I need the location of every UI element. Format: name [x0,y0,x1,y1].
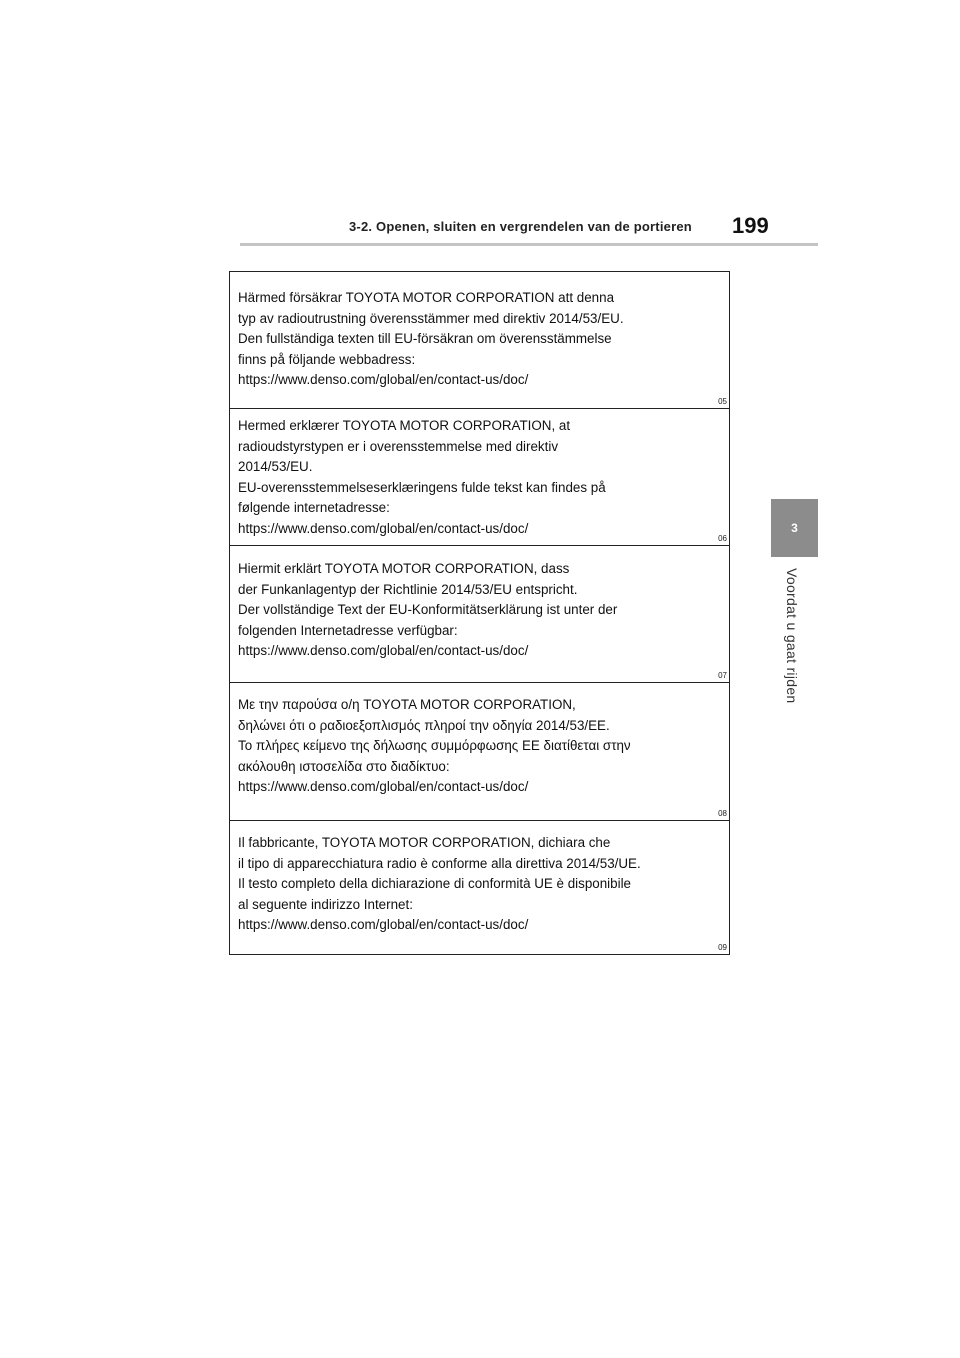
text-line: Il fabbricante, TOYOTA MOTOR CORPORATION, dichiara che [238,835,611,850]
box-code: 09 [718,943,727,952]
declaration-text [238,559,719,662]
declaration-text [238,695,719,798]
text-line: Den fullständiga texten till EU-försäkran om överensstämmelse [238,331,612,346]
text-line: Il testo completo della dichiarazione di conformità UE è disponibile [238,876,632,891]
text-line: typ av radioutrustning överensstämmer med direktiv 2014/53/EU. [238,310,624,326]
text-line: al seguente indirizzo Internet: [238,896,413,912]
box-code: 05 [718,397,727,406]
box-code: 06 [718,534,727,543]
box-code: 08 [718,809,727,818]
declaration-text [238,288,719,391]
text-line: EU-overensstemmelseserklæringens fulde tekst kan findes på [238,479,606,495]
declaration-box-greek [230,682,729,820]
page-number: 199 [732,213,769,238]
text-line: δηλώνει ότι ο ραδιοεξοπλισμός πληροί την οδηγία 2014/53/ΕΕ. [238,717,610,733]
declaration-box-italian [230,820,729,954]
box-code: 07 [718,671,727,680]
text-line: 2014/53/EU. [238,459,313,474]
chapter-tab [771,499,818,557]
declaration-box-swedish [230,272,729,408]
section-title: 3-2. Openen, sluiten en vergrendelen van de portieren [349,219,692,234]
text-line: il tipo di apparecchiatura radio è conforme alla direttiva 2014/53/UE. [238,855,641,871]
text-line: følgende internetadresse: [238,500,390,515]
text-line: https://www.denso.com/global/en/contact-us/doc/ [238,779,529,794]
text-line: https://www.denso.com/global/en/contact-us/doc/ [238,643,529,658]
declaration-text [238,833,719,936]
text-line: Hiermit erklärt TOYOTA MOTOR CORPORATION, dass [238,561,570,576]
text-line: Το πλήρες κείμενο της δήλωσης συμμόρφωσης ΕΕ διατίθεται στην [238,738,631,753]
text-line: radioudstyrstypen er i overensstemmelse med direktiv [238,438,559,454]
text-line: finns på följande webbadress: [238,351,416,367]
declaration-box-danish [230,408,729,545]
text-line: folgenden Internetadresse verfügbar: [238,622,458,638]
text-line: Hermed erklærer TOYOTA MOTOR CORPORATION, at [238,418,571,433]
text-line: Der vollständige Text der EU-Konformitätserklärung ist unter der [238,602,618,617]
declaration-text [238,416,719,539]
chapter-number: 3 [791,521,798,535]
declaration-boxes [229,271,730,955]
text-line: Härmed försäkrar TOYOTA MOTOR CORPORATION att denna [238,290,615,305]
chapter-title: Voordat u gaat rijden [784,568,800,704]
text-line: https://www.denso.com/global/en/contact-us/doc/ [238,372,529,387]
header-divider [240,243,818,246]
text-line: ακόλουθη ιστοσελίδα στο διαδίκτυο: [238,758,450,774]
declaration-box-german [230,545,729,682]
text-line: https://www.denso.com/global/en/contact-us/doc/ [238,917,529,932]
text-line: https://www.denso.com/global/en/contact-us/doc/ [238,520,529,536]
text-line: Με την παρούσα ο/η TOYOTA MOTOR CORPORATION, [238,697,576,712]
text-line: der Funkanlagentyp der Richtlinie 2014/53/EU entspricht. [238,581,578,597]
